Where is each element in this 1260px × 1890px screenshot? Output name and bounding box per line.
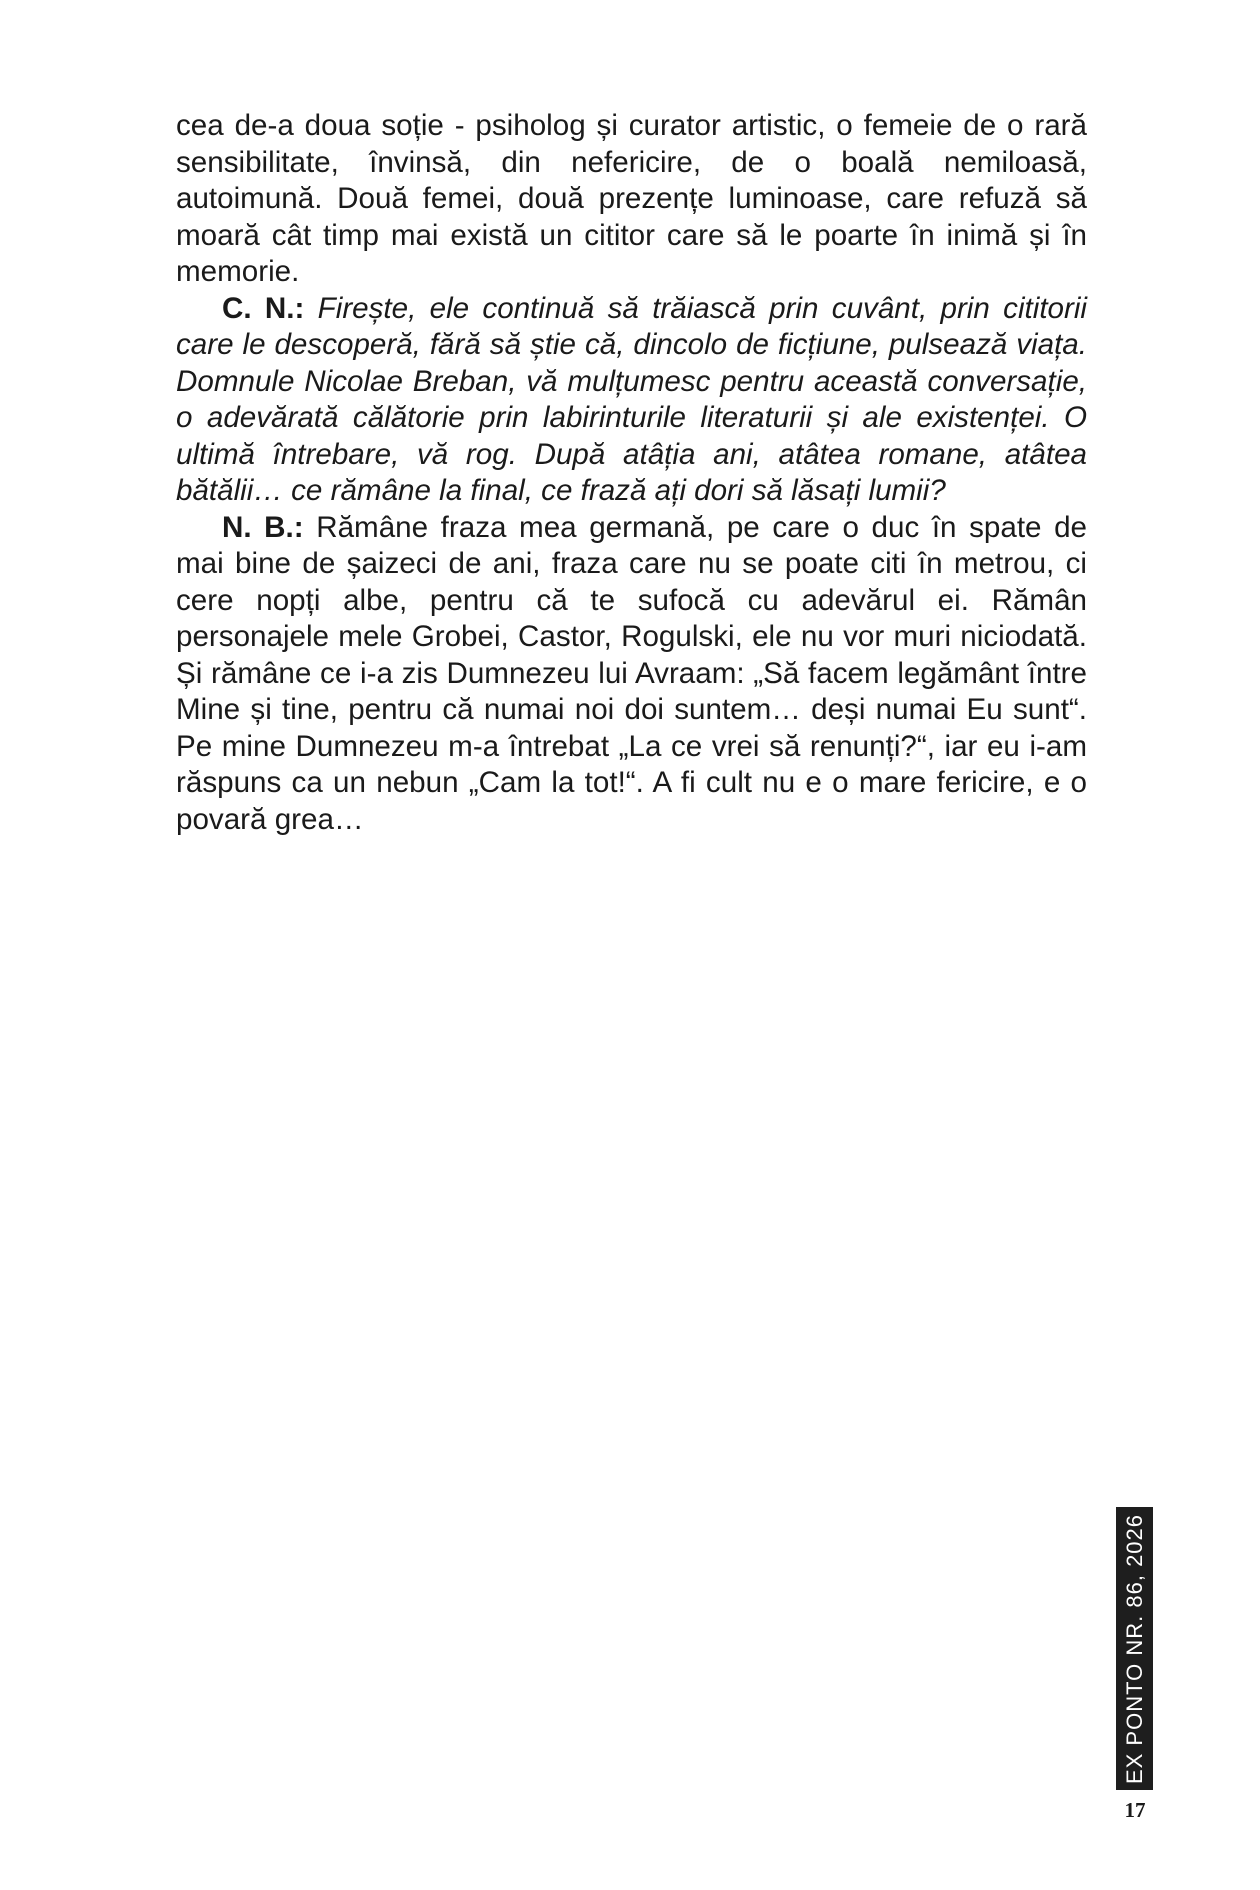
paragraph-interviewee-answer [176,510,1087,839]
paragraph-continuation [176,108,1087,291]
paragraph-text: cea de-a doua soție - psiholog și curator artistic, o femeie de o rară sensibilitate, învinsă, din nefericire, de o boală nemiloasă, autoimună. Două femei, două prezențe luminoase, care refuză să moară cât timp mai există un cititor care să le poarte în inimă și în memorie. [176,109,1087,288]
paragraph-text: Rămâne fraza mea germană, pe care o duc în spate de mai bine de șaizeci de ani, fraza care nu se poate citi în metrou, ci cere nopți albe, pentru că te sufocă cu adevărul ei. Rămân personajele mele Grobei, Castor, Rogulski, ele nu vor muri niciodată. Și rămâne ce i-a zis Dumnezeu lui Avraam: „Să facem legământ între Mine și tine, pentru că numai noi doi suntem… deși numai Eu sunt“. Pe mine Dumnezeu m-a întrebat „La ce vrei să renunți?“, iar eu i-am răspuns ca un nebun „Cam la tot!“. A fi cult nu e o mare fericire, e o povară grea… [176,510,1088,836]
speaker-label: C. N.: [222,291,305,325]
paragraph-text: Firește, ele continuă să trăiască prin cuvânt, prin cititorii care le descoperă, fără să știe că, dincolo de ficțiune, pulsează viața. Domnule Nicolae Breban, vă mulțumesc pentru această conversație, o adevărată călătorie prin labirinturile literaturii și ale existenței. O ultimă întrebare, vă rog. După atâția ani, atâtea romane, atâtea bătălii… ce rămâne la final, ce frază ați dori să lăsați lumii? [176,291,1088,507]
journal-side-tab [1116,1507,1153,1790]
paragraph-interviewer-question [176,291,1087,510]
speaker-label: N. B.: [222,510,304,544]
article-body [176,108,1087,838]
journal-issue-label: EX PONTO NR. 86, 2026 [1121,1513,1147,1784]
page-number: 17 [1124,1798,1146,1822]
